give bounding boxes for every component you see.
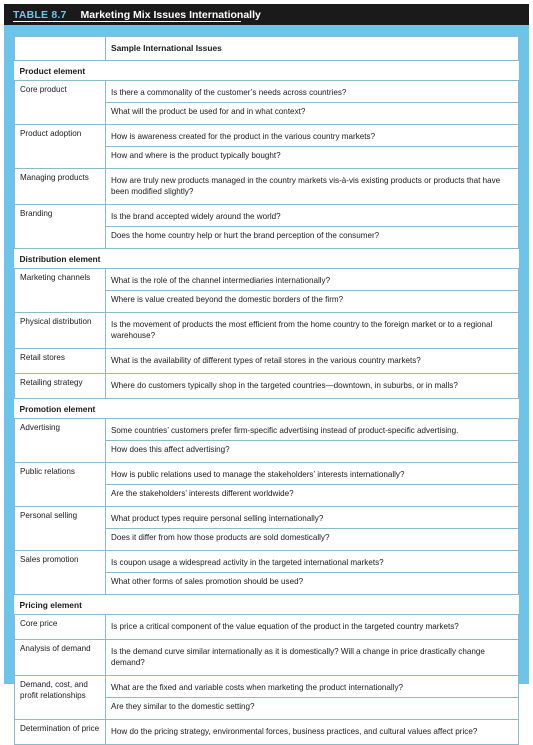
- table-caption: Marketing Mix Issues Internationally: [80, 8, 261, 21]
- section-row: [15, 61, 519, 81]
- issues-cell: [106, 269, 519, 313]
- issue-text: Is the brand accepted widely around the world?: [106, 208, 518, 227]
- table-row: [15, 640, 519, 676]
- issue-text: Are they similar to the domestic setting?: [111, 702, 255, 711]
- issue-text: How is awareness created for the product in the various country markets?: [106, 128, 518, 147]
- header-issues-cell: Sample International Issues: [106, 37, 519, 61]
- table-row: [15, 676, 519, 720]
- element-cell: Determination of price: [15, 720, 106, 745]
- issue-text: Is the movement of products the most efficient from the home country to the foreign market or to a regional warehouse?: [111, 320, 493, 340]
- element-cell: Physical distribution: [15, 313, 106, 349]
- element-cell: Marketing channels: [15, 269, 106, 313]
- issues-cell: [106, 374, 519, 399]
- table-row: [15, 374, 519, 399]
- element-cell: Core product: [15, 81, 106, 125]
- issue-text: What product types require personal selling internationally?: [106, 510, 518, 529]
- element-cell: Analysis of demand: [15, 640, 106, 676]
- issue-text: What other forms of sales promotion should be used?: [111, 577, 304, 586]
- table-frame: [4, 25, 529, 736]
- element-cell: Sales promotion: [15, 551, 106, 595]
- marketing-mix-table: [14, 36, 519, 745]
- element-cell: Branding: [15, 205, 106, 249]
- element-cell: Managing products: [15, 169, 106, 205]
- title-underline: [13, 21, 241, 22]
- issues-cell: [106, 615, 519, 640]
- issue-text: Is the demand curve similar internationally as it is domestically? Will a change in price drastically change demand?: [111, 647, 485, 667]
- issues-cell: [106, 205, 519, 249]
- issue-text: How does this affect advertising?: [111, 445, 230, 454]
- header-empty-cell: [15, 37, 106, 61]
- issue-text: How do the pricing strategy, environmental forces, business practices, and cultural values affect price?: [111, 727, 478, 736]
- table-row: [15, 313, 519, 349]
- table-row: [15, 81, 519, 125]
- element-cell: Public relations: [15, 463, 106, 507]
- issue-text: Are the stakeholders’ interests different worldwide?: [111, 489, 294, 498]
- table-row: [15, 507, 519, 551]
- table-row: [15, 169, 519, 205]
- issues-cell: [106, 463, 519, 507]
- issues-cell: [106, 720, 519, 745]
- issues-cell: [106, 313, 519, 349]
- issue-text: Where is value created beyond the domestic borders of the firm?: [111, 295, 344, 304]
- section-heading: Promotion element: [15, 399, 519, 419]
- issue-text: Some countries’ customers prefer firm-specific advertising instead of product-specific advertising.: [106, 422, 518, 441]
- element-cell: Core price: [15, 615, 106, 640]
- table-row: [15, 463, 519, 507]
- table-row: [15, 125, 519, 169]
- table-body: [15, 37, 519, 745]
- element-cell: Retailing strategy: [15, 374, 106, 399]
- issue-text: Does it differ from how those products are sold domestically?: [111, 533, 330, 542]
- table-row: [15, 551, 519, 595]
- table-row: [15, 615, 519, 640]
- table-row: [15, 720, 519, 745]
- section-heading: Pricing element: [15, 595, 519, 615]
- issue-text: Is there a commonality of the customer’s needs across countries?: [106, 84, 518, 103]
- issues-cell: [106, 349, 519, 374]
- issue-text: What is the availability of different types of retail stores in the various country markets?: [111, 356, 421, 365]
- issue-text: How and where is the product typically bought?: [111, 151, 281, 160]
- issues-cell: [106, 507, 519, 551]
- section-row: [15, 595, 519, 615]
- issue-text: Is price a critical component of the value equation of the product in the targeted country markets?: [111, 622, 459, 631]
- section-row: [15, 399, 519, 419]
- issue-text: What are the fixed and variable costs when marketing the product internationally?: [106, 679, 518, 698]
- table-row: [15, 349, 519, 374]
- issues-cell: [106, 676, 519, 720]
- issues-cell: [106, 125, 519, 169]
- element-cell: Product adoption: [15, 125, 106, 169]
- table-title-bar: [4, 4, 529, 25]
- table-row: [15, 205, 519, 249]
- section-heading: Distribution element: [15, 249, 519, 269]
- issue-text: What will the product be used for and in what context?: [111, 107, 306, 116]
- section-row: [15, 249, 519, 269]
- table-row: [15, 269, 519, 313]
- table-number: TABLE 8.7: [13, 8, 67, 21]
- element-cell: Advertising: [15, 419, 106, 463]
- issue-text: Where do customers typically shop in the targeted countries—downtown, in suburbs, or in malls?: [111, 381, 458, 390]
- issue-text: Is coupon usage a widespread activity in the targeted international markets?: [106, 554, 518, 573]
- element-cell: Retail stores: [15, 349, 106, 374]
- issue-text: What is the role of the channel intermediaries internationally?: [106, 272, 518, 291]
- issue-text: How is public relations used to manage the stakeholders’ interests internationally?: [106, 466, 518, 485]
- element-cell: Demand, cost, and profit relationships: [15, 676, 106, 720]
- issue-text: Does the home country help or hurt the brand perception of the consumer?: [111, 231, 380, 240]
- section-heading: Product element: [15, 61, 519, 81]
- issues-cell: [106, 551, 519, 595]
- table-row: [15, 419, 519, 463]
- issues-cell: [106, 640, 519, 676]
- issues-cell: [106, 169, 519, 205]
- issue-text: How are truly new products managed in the country markets vis-à-vis existing products or products that have been modified slightly?: [111, 176, 501, 196]
- issues-cell: [106, 419, 519, 463]
- element-cell: Personal selling: [15, 507, 106, 551]
- issues-cell: [106, 81, 519, 125]
- table-header-row: [15, 37, 519, 61]
